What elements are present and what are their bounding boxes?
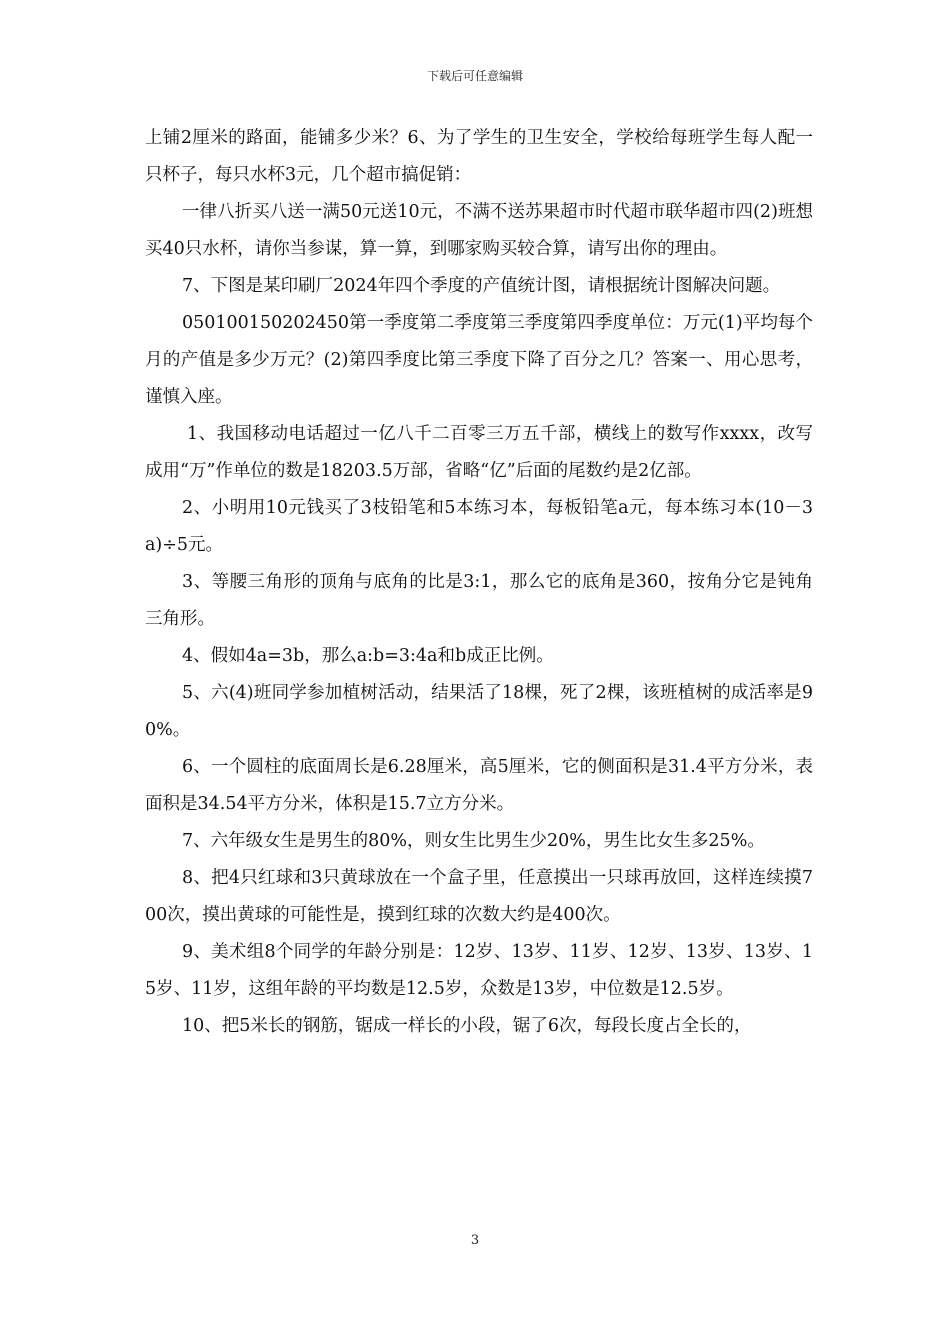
page-header-note: 下载后可任意编辑 xyxy=(426,69,523,83)
answer-8: 8、把4只红球和3只黄球放在一个盒子里，任意摸出一只球再放回，这样连续摸700次，摸出黄球的可能性是，摸到红球的次数大约是400次。 xyxy=(145,868,813,925)
paragraph-promotions: 一律八折买八送一满50元送10元，不满不送苏果超市时代超市联华超市四(2)班想买40只水杯，请你当参谋，算一算，到哪家购买较合算，请写出你的理由。 xyxy=(145,202,813,259)
answer-10: 10、把5米长的钢筋，锯成一样长的小段，锯了6次，每段长度占全长的， xyxy=(182,1016,752,1036)
answer-6: 6、一个圆柱的底面周长是6.28厘米，高5厘米，它的侧面积是31.4平方分米，表面积是34.54平方分米，体积是15.7立方分米。 xyxy=(145,757,813,814)
page-number: 3 xyxy=(470,1233,480,1248)
answer-7: 7、六年级女生是男生的80%，则女生比男生少20%，男生比女生多25%。 xyxy=(182,831,765,851)
answer-2: 2、小明用10元钱买了3枝铅笔和5本练习本，每板铅笔a元，每本练习本(10－3a)÷5元。 xyxy=(145,498,813,555)
answer-3: 3、等腰三角形的顶角与底角的比是3:1，那么它的底角是360，按角分它是钝角三角形。 xyxy=(145,572,813,629)
paragraph-continuation: 上铺2厘米的路面，能铺多少米？6、为了学生的卫生安全，学校给每班学生每人配一只杯子，每只水杯3元，几个超市搞促销： xyxy=(145,128,813,185)
answer-1: 1、我国移动电话超过一亿八千二百零三万五千部，横线上的数写作xxxx，改写成用“万”作单位的数是18203.5万部，省略“亿”后面的尾数约是2亿部。 xyxy=(145,424,813,481)
paragraph-chart-text: 050100150202450第一季度第二季度第三季度第四季度单位：万元(1)平均每个月的产值是多少万元？(2)第四季度比第三季度下降了百分之几？答案一、用心思考，谨慎入座。 xyxy=(145,313,813,407)
paragraph-question-7: 7、下图是某印刷厂2024年四个季度的产值统计图，请根据统计图解决问题。 xyxy=(182,276,781,296)
answer-9: 9、美术组8个同学的年龄分别是：12岁、13岁、11岁、12岁、13岁、13岁、15岁、11岁，这组年龄的平均数是12.5岁，众数是13岁，中位数是12.5岁。 xyxy=(145,942,813,999)
answer-5: 5、六(4)班同学参加植树活动，结果活了18棵，死了2棵，该班植树的成活率是90%。 xyxy=(145,683,813,740)
document-body xyxy=(145,120,813,1045)
answer-4: 4、假如4a=3b，那么a:b=3:4a和b成正比例。 xyxy=(182,646,554,666)
